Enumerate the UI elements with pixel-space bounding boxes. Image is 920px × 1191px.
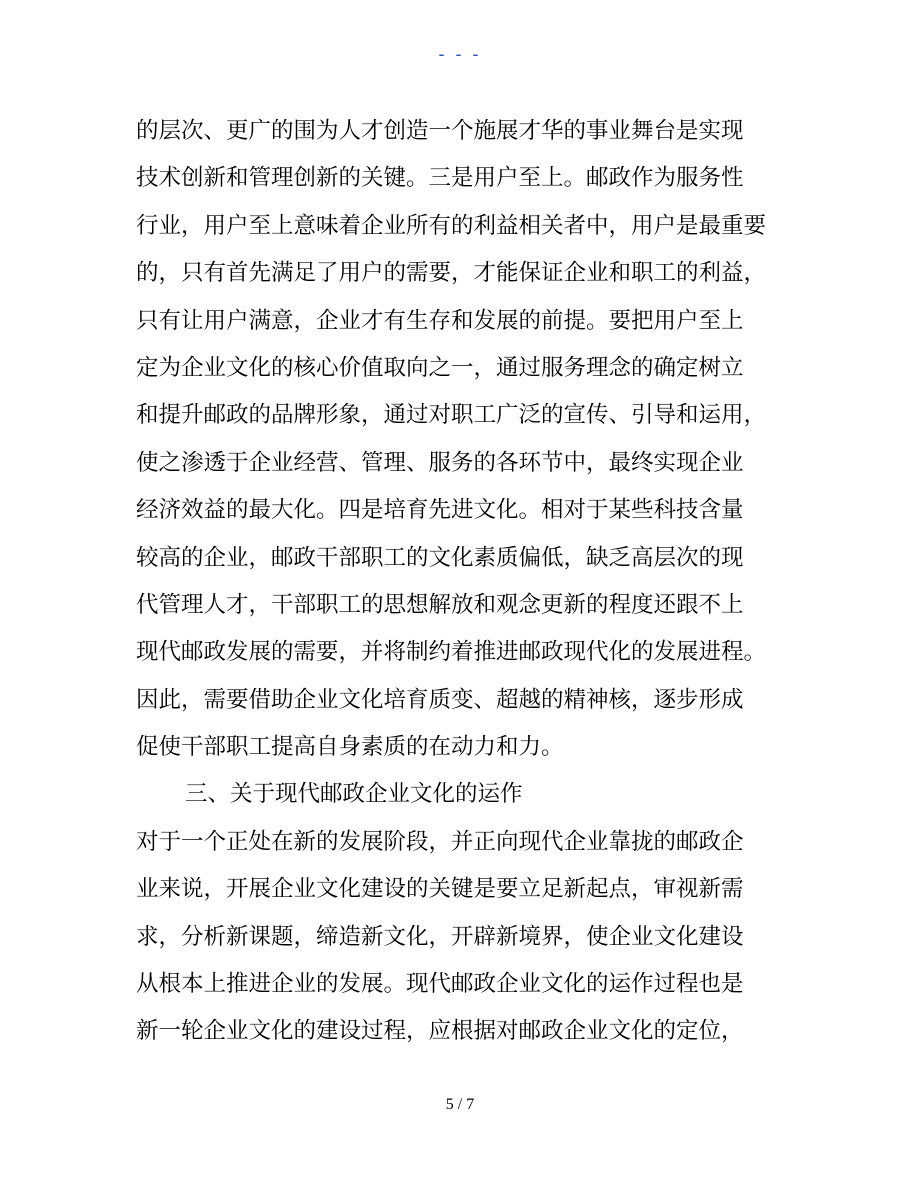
text-line: 定为企业文化的核心价值取向之一，通过服务理念的确定树立: [136, 354, 744, 381]
text-line: 代管理人才，干部职工的思想解放和观念更新的程度还跟不上: [136, 591, 744, 618]
text-line: 从根本上推进企业的发展。现代邮政企业文化的运作过程也是: [136, 971, 744, 998]
text-line: 现代邮政发展的需要，并将制约着推进邮政现代化的发展进程。: [136, 639, 767, 666]
text-line: 因此，需要借助企业文化培育质变、超越的精神核，逐步形成: [136, 686, 744, 713]
text-line: 经济效益的最大化。四是培育先进文化。相对于某些科技含量: [136, 497, 744, 524]
page-number: 5 / 7: [445, 1096, 475, 1113]
text-line: 只有让用户满意，企业才有生存和发展的前提。要把用户至上: [136, 307, 744, 334]
text-line: 对于一个正处在新的发展阶段，并正向现代企业靠拢的邮政企: [136, 828, 744, 855]
text-line: 的，只有首先满足了用户的需要，才能保证企业和职工的利益，: [136, 260, 767, 287]
header-mark: - - -: [438, 44, 482, 64]
text-line: 较高的企业，邮政干部职工的文化素质偏低，缺乏高层次的现: [136, 544, 744, 571]
section-heading: 三、关于现代邮政企业文化的运作: [185, 781, 523, 808]
text-line: 求，分析新课题，缔造新文化，开辟新境界，使企业文化建设: [136, 923, 744, 950]
text-line: 和提升邮政的品牌形象，通过对职工广泛的宣传、引导和运用，: [136, 402, 767, 429]
document-body: [136, 108, 816, 1056]
text-line: 的层次、更广的围为人才创造一个施展才华的事业舞台是实现: [136, 118, 744, 144]
text-line: 新一轮企业文化的建设过程，应根据对邮政企业文化的定位，: [136, 1018, 744, 1045]
text-line: 使之渗透于企业经营、管理、服务的各环节中，最终实现企业: [136, 449, 744, 476]
text-line: 行业，用户至上意味着企业所有的利益相关者中，用户是最重要: [136, 212, 767, 239]
text-line: 业来说，开展企业文化建设的关键是要立足新起点，审视新需: [136, 876, 744, 903]
text-line: 技术创新和管理创新的关键。三是用户至上。邮政作为服务性: [136, 165, 744, 192]
text-line: 促使干部职工提高自身素质的在动力和力。: [136, 734, 564, 761]
